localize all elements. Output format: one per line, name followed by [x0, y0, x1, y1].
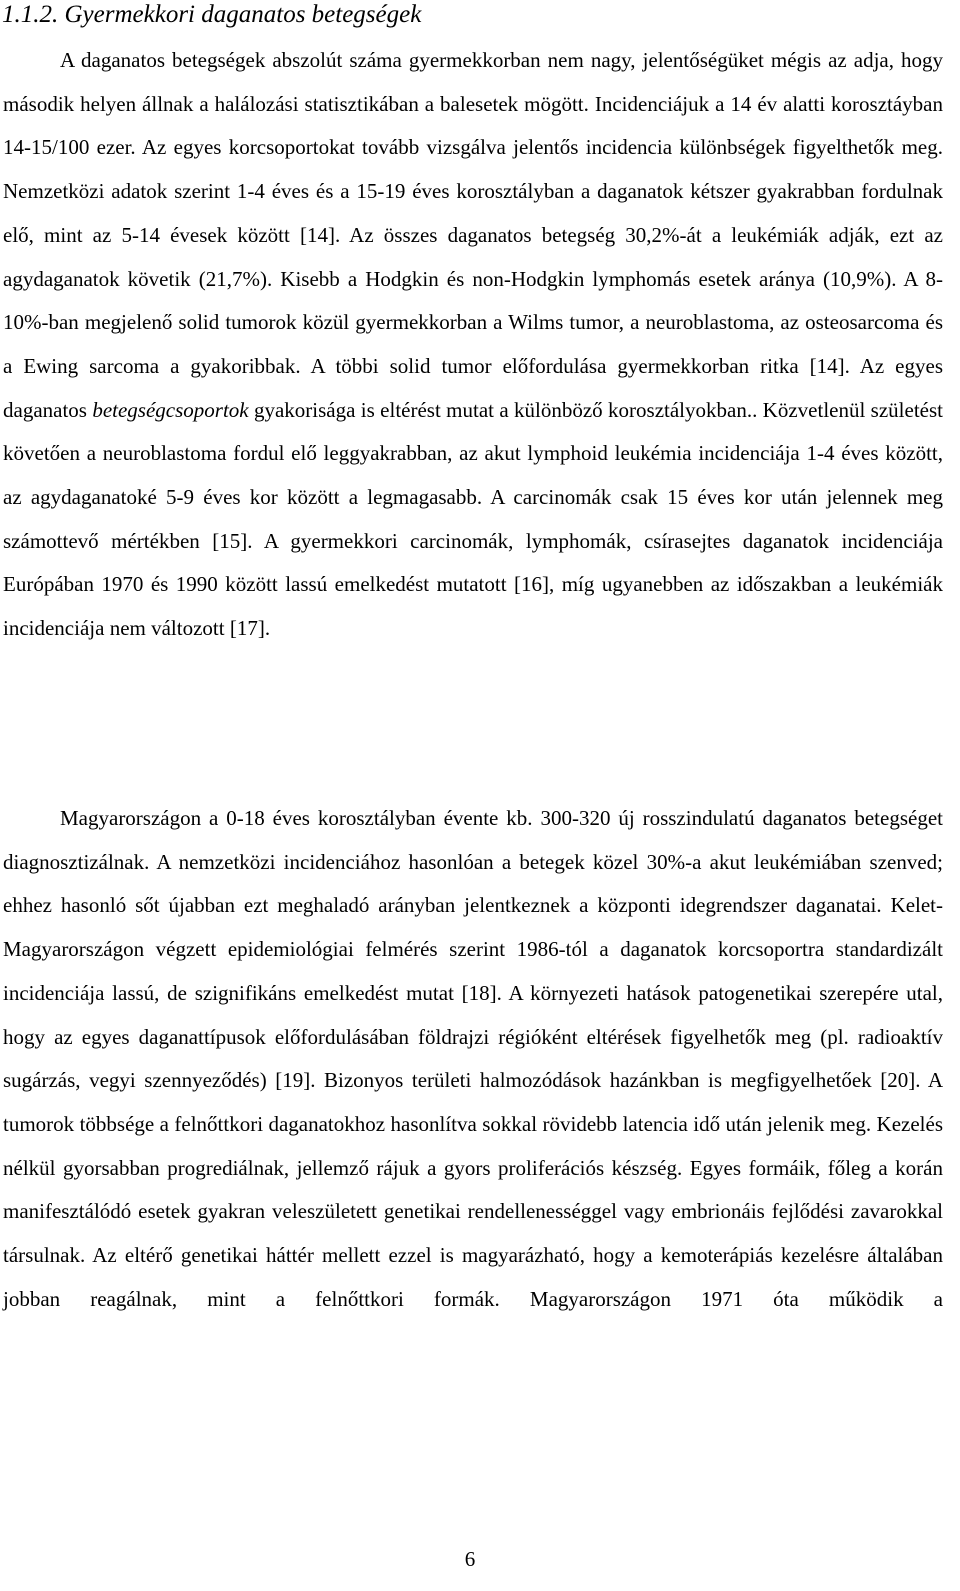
- paragraph-2: Magyarországon a 0-18 éves korosztályban évente kb. 300-320 új rosszindulatú daganatos betegséget diagnosztizálnak. A nemzetközi incidenciához hasonlóan a betegek közel 30%-a akut leukémiában szenved; ehhez hasonló sőt újabban ezt meghaladó arányban jelentkeznek a központi idegrendszer daganatai. Kelet-Magyarországon végzett epidemiológiai felmérés szerint 1986-tól a daganatok korcsoportra standardizált incidenciája lassú, de szignifikáns emelkedést mutat [18]. A környezeti hatások patogenetikai szerepére utal, hogy az egyes daganattípusok előfordulásában földrajzi régióként eltérések figyelhetők meg (pl. radioaktív sugárzás, vegyi szennyeződés) [19]. Bizonyos területi halmozódások hazánkban is megfigyelhetőek [20]. A tumorok többsége a felnőttkori daganatokhoz hasonlítva sokkal rövidebb latencia idő után jelenik meg. Kezelés nélkül gyorsabban progrediálnak, jellemző rájuk a gyors proliferációs készség. Egyes formáik, főleg a korán manifesztálódó esetek gyakran veleszületett genetikai rendellenességgel vagy embrionáis fejlődési zavarokkal társulnak. Az eltérő genetikai háttér mellett ezzel is magyarázható, hogy a kemoterápiás kezelésre általában jobban reagálnak, mint a felnőttkori formák. Magyarországon 1971 óta működik a: [3, 806, 943, 1311]
- paragraph-1-italic-term: betegségcsoportok: [92, 397, 249, 422]
- page-number: 6: [464, 1547, 476, 1571]
- paragraph-1-text-start: A daganatos betegségek abszolút száma gyermekkorban nem nagy, jelentőségüket mégis az adja, hogy második helyen állnak a halálozási statisztikában a balesetek mögött. Incidenciájuk a 14 év alatti korosztáyban 14-15/100 ezer. Az egyes korcsoportokat tovább vizsgálva jelentős incidencia különbségek figyelthetők meg. Nemzetközi adatok szerint 1-4 éves és a 15-19 éves korosztályban a daganatok kétszer gyakrabban fordulnak elő, mint az 5-14 évesek között [14]. Az összes daganatos betegség 30,2%-át a leukémiák adják, ezt az agydaganatok követik (21,7%). Kisebb a Hodgkin és non-Hodgkin lymphomás esetek aránya (10,9%). A 8-10%-ban megjelenő solid tumorok közül gyermekkorban a Wilms tumor, a neuroblastoma, az osteosarcoma és a Ewing sarcoma a gyakoribbak. A többi solid tumor előfordulása gyermekkorban ritka [14]. Az egyes daganatos: [3, 48, 943, 422]
- paragraph-1: [3, 39, 943, 651]
- section-heading: 1.1.2. Gyermekkori daganatos betegségek: [2, 1, 422, 28]
- paragraph-1-text-end: gyakorisága is eltérést mutat a különböző korosztályokban.. Közvetlenül születést követően a neuroblastoma fordul elő leggyakrabban, az akut lymphoid leukémia incidenciája 1-4 éves között, az agydaganatoké 5-9 éves kor között a legmagasabb. A carcinomák csak 15 éves kor után jelennek meg számottevő mértékben [15]. A gyermekkori carcinomák, lymphomák, csírasejtes daganatok incidenciája Európában 1970 és 1990 között lassú emelkedést mutatott [16], míg ugyanebben az időszakban a leukémiák incidenciája nem változott [17].: [3, 397, 943, 641]
